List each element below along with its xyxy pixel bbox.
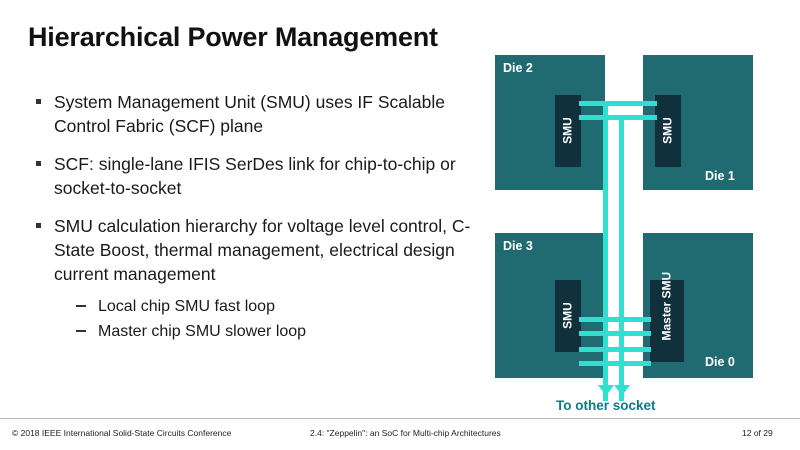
link-top-b bbox=[579, 115, 657, 120]
list-item bbox=[32, 214, 472, 344]
footer-page-number: 12 of 29 bbox=[742, 428, 773, 438]
die-block-3 bbox=[495, 233, 605, 378]
die-label-1: Die 1 bbox=[705, 169, 735, 183]
socket-arrow-icon-2 bbox=[614, 385, 630, 396]
smu-label-master: Master SMU bbox=[659, 271, 674, 341]
dash-marker-icon bbox=[76, 305, 86, 307]
smu-block-master bbox=[650, 271, 684, 362]
die-block-2 bbox=[495, 55, 605, 190]
smu-label-3: SMU bbox=[560, 302, 575, 329]
bullet-list bbox=[32, 90, 472, 358]
sub-bullet-text: Master chip SMU slower loop bbox=[98, 323, 307, 340]
link-exit-b bbox=[579, 361, 651, 366]
smu-label-2: SMU bbox=[560, 117, 575, 144]
sub-bullet-text: Local chip SMU fast loop bbox=[98, 298, 275, 315]
footer-divider bbox=[0, 418, 800, 419]
die-label-2: Die 2 bbox=[503, 61, 533, 75]
dash-marker-icon bbox=[76, 330, 86, 332]
bullet-marker-icon bbox=[36, 161, 41, 166]
die-label-0: Die 0 bbox=[705, 355, 735, 369]
bullet-text: SMU calculation hierarchy for voltage level control, C-State Boost, thermal management, electrical design current management bbox=[54, 216, 471, 284]
socket-arrow-icon bbox=[598, 385, 614, 396]
bullet-text: SCF: single-lane IFIS SerDes link for chip-to-chip or socket-to-socket bbox=[54, 154, 456, 198]
die-label-3: Die 3 bbox=[503, 239, 533, 253]
link-vertical-b bbox=[619, 115, 624, 401]
smu-block-2 bbox=[555, 95, 581, 167]
smu-block-3 bbox=[555, 280, 581, 352]
smu-label-1: SMU bbox=[660, 117, 675, 144]
link-exit-a bbox=[579, 347, 651, 352]
link-top-a bbox=[579, 101, 657, 106]
sub-list-item bbox=[76, 319, 472, 344]
sub-list-item bbox=[76, 294, 472, 319]
link-bottom-a bbox=[579, 317, 651, 322]
link-bottom-b bbox=[579, 331, 651, 336]
link-vertical-a bbox=[603, 101, 608, 401]
smu-block-1 bbox=[655, 95, 681, 167]
bullet-marker-icon bbox=[36, 99, 41, 104]
bullet-marker-icon bbox=[36, 223, 41, 228]
sub-bullet-list bbox=[76, 294, 472, 344]
socket-note: To other socket bbox=[556, 398, 656, 413]
page-title: Hierarchical Power Management bbox=[28, 22, 438, 52]
footer-left: © 2018 IEEE International Solid-State Circuits Conference bbox=[12, 428, 232, 438]
footer-center: 2.4: "Zeppelin": an SoC for Multi-chip Architectures bbox=[310, 428, 501, 438]
list-item bbox=[32, 152, 472, 200]
bullet-text: System Management Unit (SMU) uses IF Scalable Control Fabric (SCF) plane bbox=[54, 92, 445, 136]
block-diagram bbox=[495, 55, 785, 425]
list-item bbox=[32, 90, 472, 138]
